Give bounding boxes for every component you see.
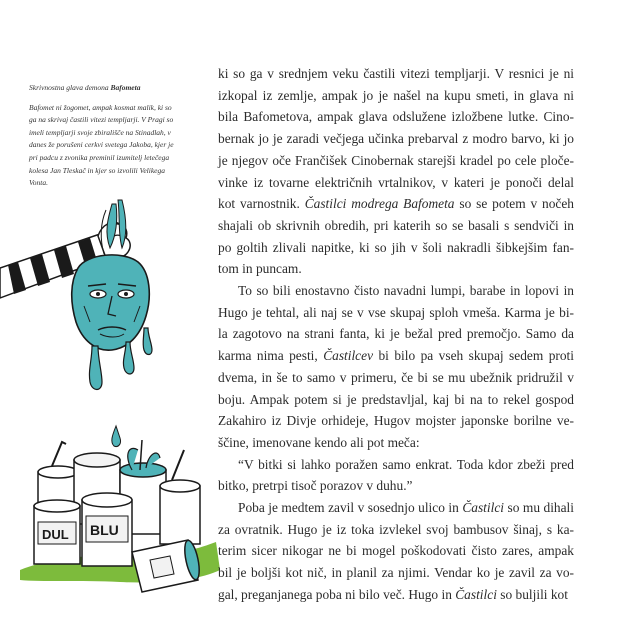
text-line: terim sicer nikogar ne bi mogel poškodovati čisto zares, ampak <box>218 543 574 559</box>
text-line: izkopal iz zemlje, ampak jo je našel na kupu smeti, in glava ni <box>218 87 574 103</box>
text-line: la zagotovo na strani fanta, ki je bežal pred premočjo. Samo da <box>218 326 574 342</box>
text-line: bila Bafometova, ampak glava odslužene izložbene lutke. Cino- <box>218 109 574 125</box>
caption-line: pri padcu z zvonika preminil izumitelj letečega <box>29 152 170 162</box>
caption-line: ga na skrivaj častili vitezi templjarji. V Pragi so <box>29 115 174 125</box>
text-line: Zakahiro iz Divje orhideje, Hugov mojster japonske borilne ve- <box>218 413 574 429</box>
paint-can-6 <box>82 493 132 566</box>
blue-head-illustration <box>0 196 175 411</box>
can-label-1: DUL <box>42 527 69 542</box>
text-line: ki so ga v srednjem veku častili vitezi templjarji. V resnici je ni <box>218 66 574 81</box>
text-line: bitko, pretrpi tisoč porazov v duhu.” <box>218 478 413 494</box>
caption-line: kolesa Jan Tleskač in kjer so izvolili Velikega <box>29 165 166 175</box>
text-line: shajali ob skrivnih obredih, pri katerih so se basali s sendviči in <box>218 217 574 233</box>
caption-line: Bafomet ni žogomet, ampak kosmat malik, ki so <box>29 102 172 112</box>
paragraph <box>218 280 574 454</box>
paragraph <box>218 454 574 497</box>
text-line: je njegov oče Frančišek Cinobernak starejši kradel po cele ploče- <box>218 152 574 168</box>
text-line: za ovratnik. Hugo je iz toka izvlekel svoj bambusov šinaj, s ka- <box>218 521 574 537</box>
text-line: bernak jo je zaradi večjega učinka prebarval z modro barvo, ki jo <box>218 131 574 147</box>
caption-line: imeli templjarji svoje zbirališče na Stinadlah, v <box>29 127 171 137</box>
text-line: ščine, imenovane kendo ali pot meča: <box>218 434 420 450</box>
caption-body <box>29 102 189 190</box>
paint-cans-illustration <box>20 420 220 605</box>
blue-head <box>72 255 150 350</box>
paint-can-5 <box>34 500 80 564</box>
text-line: po goltih zlivali napitke, ki so jih v šoli nakradli šibkejšim fan- <box>218 239 574 255</box>
caption-line: Vonta. <box>29 178 48 188</box>
text-line: “V bitki si lahko poražen samo enkrat. Toda kdor zbeži pred <box>238 456 574 472</box>
paragraph <box>218 63 574 280</box>
text-line: bil je boljši kot nič, in planil za njimi. Vendar ko je zavil za vo- <box>218 565 574 581</box>
body-text <box>218 63 574 606</box>
caption-line: danes že porušeni cerkvi svetega Jakoba, kjer je <box>29 140 174 150</box>
text-line: dvema, in še to samo v primeru, če bi se mu ubežnik pridružil v <box>218 369 574 385</box>
can-label-2: BLU <box>90 522 119 538</box>
text-line: Hugo je tehtal, ali naj se v vse skupaj sploh vmeša. Karma je bi- <box>218 304 574 320</box>
text-line: tom in puncam. <box>218 261 302 277</box>
tipped-paint-can <box>132 539 202 592</box>
falling-drop <box>112 426 121 447</box>
text-line: gal, preganjanega poba ni bilo več. Hugo in Častilci so buljili kot <box>218 586 568 602</box>
paint-can-4 <box>160 450 200 544</box>
text-line: To so bili enostavno čisto navadni lumpi, barabe in lopovi in <box>238 283 574 299</box>
caption-title: Skrivnostna glava demona Bafometa <box>29 83 141 92</box>
text-line: boju. Ampak potem si je predstavljal, kaj bi na to rekel gospod <box>218 391 574 407</box>
text-line: kot varnostnik. Častilci modrega Bafometa so se potem v nočeh <box>218 196 574 212</box>
text-line: vinke iz tovarne električnih vrtalnikov, v kateri je ponoči delal <box>218 174 574 190</box>
figure-caption <box>29 82 189 190</box>
paragraph <box>218 497 574 606</box>
text-line: karma nima pesti, Častilcev bi bilo pa vseh skupaj sedem proti <box>218 348 574 364</box>
text-line: Poba je medtem zavil v sosednjo ulico in Častilci so mu dihali <box>238 500 574 516</box>
